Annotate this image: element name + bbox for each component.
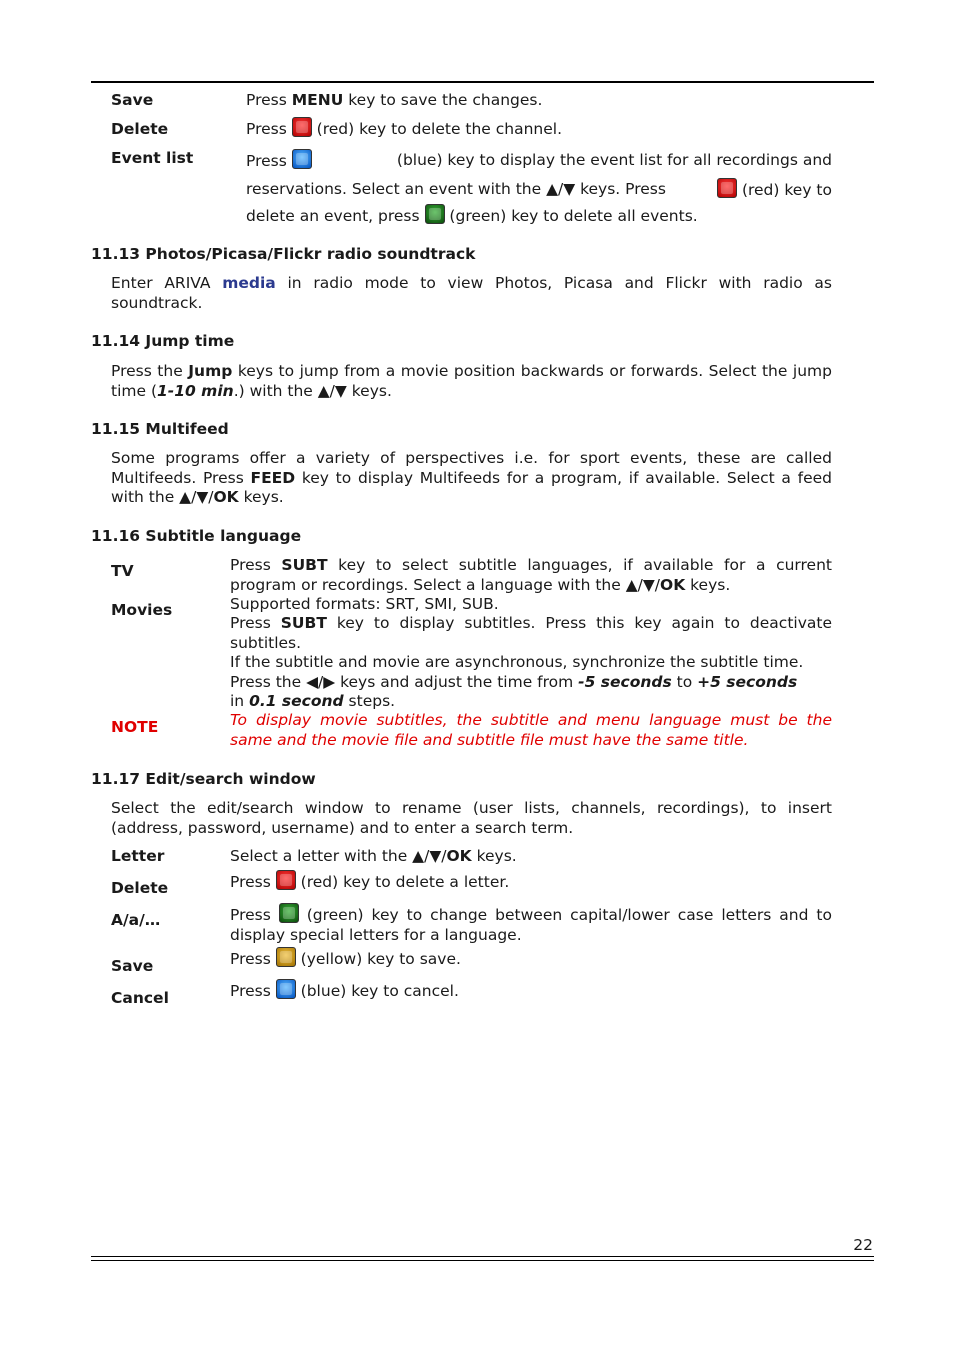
green-key-icon <box>425 204 445 224</box>
subtitle-step: in 0.1 second steps. <box>230 692 396 710</box>
blue-key-icon <box>292 149 312 169</box>
section-heading-11-16: 11.16 Subtitle language <box>91 527 302 545</box>
cancel-description: Press (blue) key to cancel. <box>230 979 459 1002</box>
section-body-11-17: Select the edit/search window to rename (user lists, channels, recordings), to insert (address, password, username) and to enter a search term. <box>111 799 832 837</box>
section-body-11-13: Enter ARIVA media in radio mode to view Photos, Picasa and Flickr with radio as soundtrack. <box>111 274 832 312</box>
blue-key-icon <box>276 979 296 999</box>
section-heading-11-15: 11.15 Multifeed <box>91 420 229 438</box>
subtitle-movies-description: Press SUBT key to display subtitles. Press this key again to deactivate subtitles. <box>230 614 832 652</box>
red-key-icon <box>276 870 296 890</box>
subtitle-async: If the subtitle and movie are asynchronous, synchronize the subtitle time. <box>230 653 804 671</box>
note-label: NOTE <box>111 718 159 736</box>
cancel-label: Cancel <box>111 989 169 1007</box>
subtitle-adjust: Press the ◀/▶ keys and adjust the time from -5 seconds to +5 seconds <box>230 673 798 691</box>
tv-label: TV <box>111 562 134 580</box>
delete-letter-description: Press (red) key to delete a letter. <box>230 870 509 893</box>
supported-formats: Supported formats: SRT, SMI, SUB. <box>230 595 499 613</box>
letter-description: Select a letter with the ▲/▼/OK keys. <box>230 847 517 865</box>
save-letter-label: Save <box>111 957 154 975</box>
movies-label: Movies <box>111 601 173 619</box>
page-number: 22 <box>853 1236 873 1254</box>
section-heading-11-17: 11.17 Edit/search window <box>91 770 316 788</box>
header-rule <box>91 81 874 83</box>
section-body-11-15: Some programs offer a variety of perspectives i.e. for sport events, these are called Multifeeds. Press FEED key to display Multifeeds for a program, if available. Select a feed with the ▲/▼/OK keys. <box>111 449 833 506</box>
save-description: Press MENU key to save the changes. <box>246 91 543 109</box>
save-letter-description: Press (yellow) key to save. <box>230 947 461 970</box>
section-heading-11-14: 11.14 Jump time <box>91 332 235 350</box>
red-key-icon <box>292 117 312 137</box>
case-label: A/a/… <box>111 911 161 929</box>
yellow-key-icon <box>276 947 296 967</box>
delete-letter-label: Delete <box>111 879 169 897</box>
section-heading-11-13: 11.13 Photos/Picasa/Flickr radio soundtrack <box>91 245 476 263</box>
letter-label: Letter <box>111 847 165 865</box>
delete-label: Delete <box>111 120 169 138</box>
delete-description: Press (red) key to delete the channel. <box>246 117 562 140</box>
red-key-icon <box>717 178 737 198</box>
event-list-description: Press (blue) key to display the event list for all recordings and reservations. Select an event with the ▲/▼ keys. Press (red) key to delete an event, press (green) key to delete all events. <box>246 150 832 225</box>
case-description: Press (green) key to change between capital/lower case letters and to display special letters for a language. <box>230 903 832 945</box>
save-label: Save <box>111 91 154 109</box>
section-body-11-14: Press the Jump keys to jump from a movie position backwards or forwards. Select the jump time (1-10 min.) with the ▲/▼ keys. <box>111 362 832 400</box>
green-key-icon <box>279 903 299 923</box>
subtitle-note-text: To display movie subtitles, the subtitle and menu language must be the same and the movie file and subtitle file must have the same title. <box>230 711 832 749</box>
event-list-label: Event list <box>111 149 194 167</box>
subtitle-tv-description: Press SUBT key to select subtitle languages, if available for a current program or recordings. Select a language with the ▲/▼/OK keys. <box>230 556 832 594</box>
footer-rule <box>91 1256 874 1261</box>
